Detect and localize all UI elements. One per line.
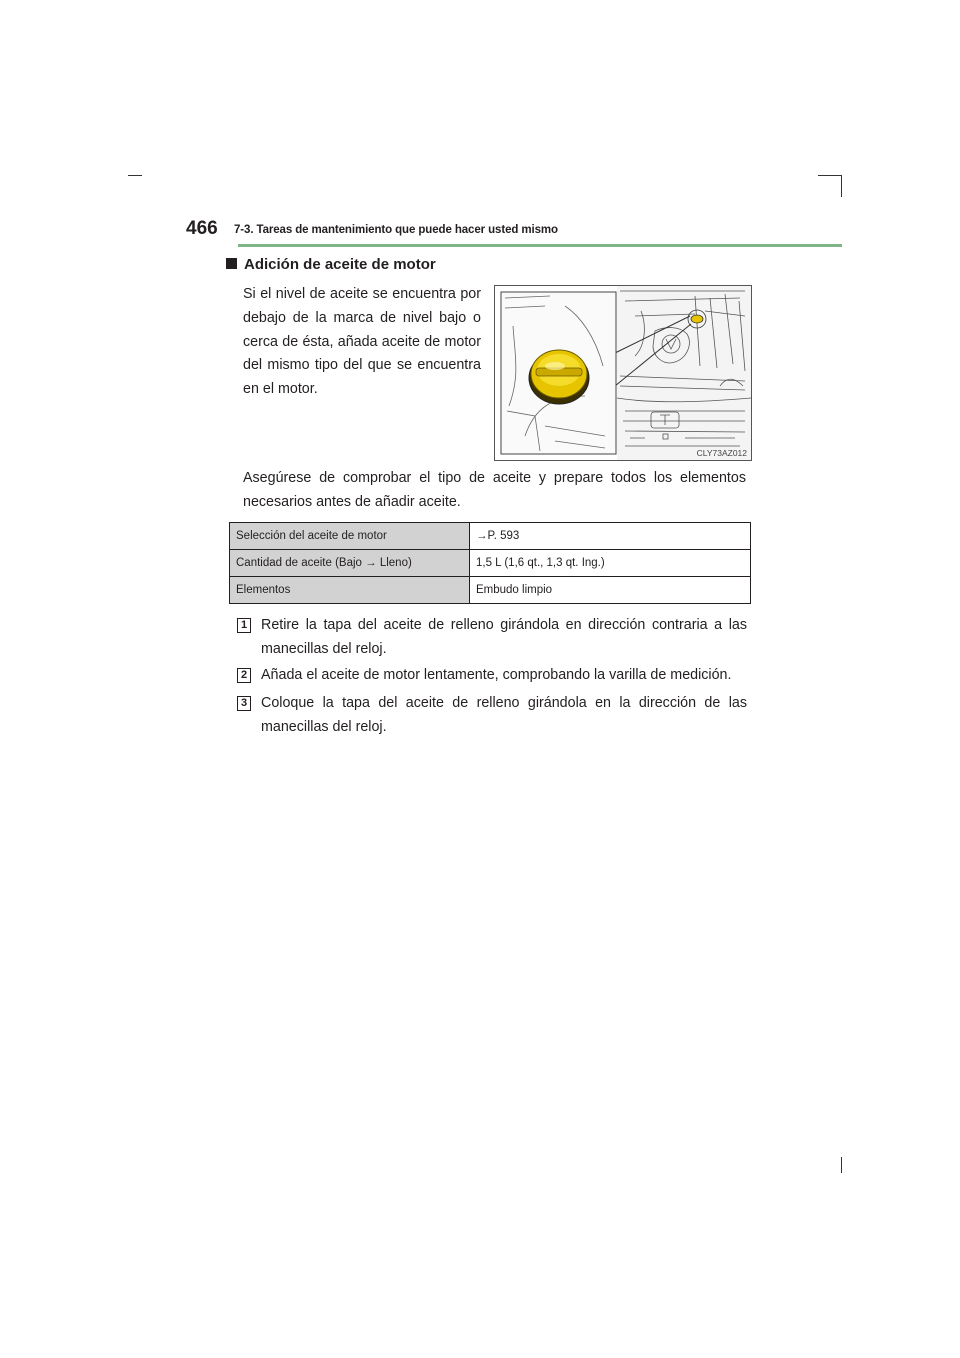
section-heading [226, 256, 436, 273]
oil-specs-table [229, 522, 751, 604]
page-number: 466 [186, 218, 218, 239]
oil-cap-figure [494, 285, 752, 461]
section-title: Adición de aceite de motor [244, 256, 436, 273]
table-label: Cantidad de aceite (Bajo → Lleno) [230, 550, 470, 577]
step-2 [237, 664, 747, 688]
step-number-badge: 1 [237, 618, 251, 633]
crop-mark [841, 175, 842, 197]
step-number-badge: 3 [237, 696, 251, 711]
crop-mark [841, 1157, 842, 1173]
step-text: Coloque la tapa del aceite de relleno girándola en la dirección de las manecillas del reloj. [261, 695, 747, 735]
step-number-badge: 2 [237, 668, 251, 683]
chapter-title: 7-3. Tareas de mantenimiento que puede hacer usted mismo [234, 224, 558, 236]
table-label: Elementos [230, 577, 470, 604]
table-value: →P. 593 [470, 523, 751, 550]
square-bullet-icon [226, 258, 237, 269]
figure-code: CLY73AZ012 [696, 448, 747, 458]
header-rule [238, 244, 842, 247]
note-paragraph: Asegúrese de comprobar el tipo de aceite y prepare todos los elementos necesarios antes de añadir aceite. [243, 470, 746, 510]
crop-mark [128, 175, 142, 176]
step-3 [237, 692, 747, 740]
engine-illustration [495, 286, 751, 460]
step-1 [237, 614, 747, 662]
step-text: Añada el aceite de motor lentamente, comprobando la varilla de medición. [261, 667, 732, 683]
table-row [230, 577, 751, 604]
table-row [230, 523, 751, 550]
table-value: 1,5 L (1,6 qt., 1,3 qt. Ing.) [470, 550, 751, 577]
crop-mark [818, 175, 842, 176]
table-value: Embudo limpio [470, 577, 751, 604]
table-label: Selección del aceite de motor [230, 523, 470, 550]
intro-paragraph: Si el nivel de aceite se encuentra por debajo de la marca de nivel bajo o cerca de ésta, añada aceite de motor del mismo tipo del que se encuentra en el motor. [243, 286, 481, 398]
step-text: Retire la tapa del aceite de relleno girándola en dirección contraria a las manecillas del reloj. [261, 617, 747, 657]
table-row [230, 550, 751, 577]
